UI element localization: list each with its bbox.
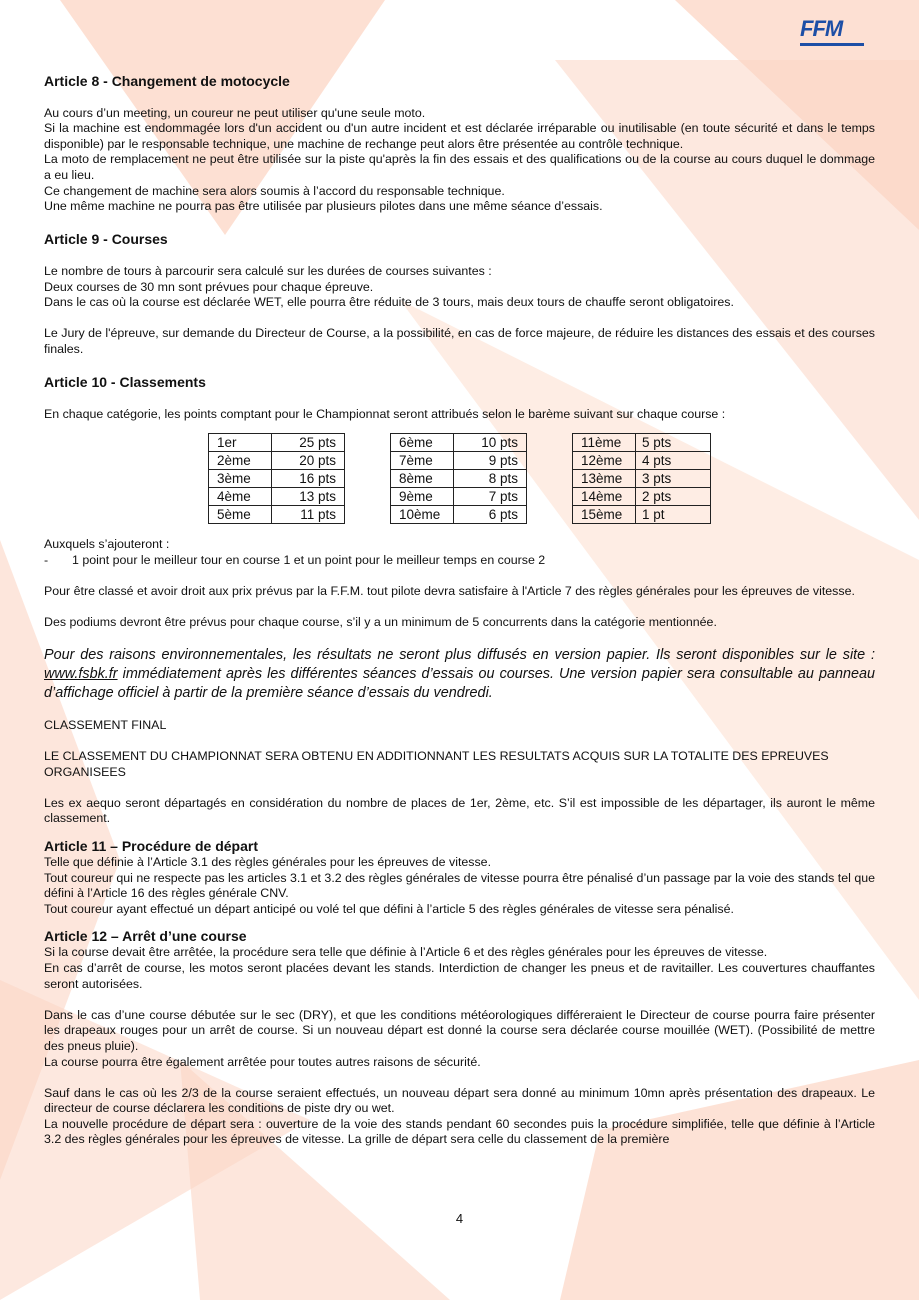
article11-line: Telle que définie à l’Article 3.1 des règles générales pour les épreuves de vitesse. [44,854,492,869]
article12-text [44,945,875,992]
article9-line: Le nombre de tours à parcourir sera calculé sur les durées de courses suivantes : [44,263,492,278]
article12-dry: Dans le cas d’une course débutée sur le sec (DRY), et que les conditions météorologiques différeraient le Directeur de course pourra faire présenter les drapeaux rouges pour un arrêt de course. Si un nouveau départ est donné la course sera déclarée course mouillée (WET). (Possibilité de mettre des pneus pluie). [44,1007,875,1053]
extra-item [44,553,875,569]
table-row: 1er 25 pts [209,434,345,452]
results-notice [44,646,875,702]
results-notice-a: Pour des raisons environnementales, les résultats ne seront plus diffusés en version papier. Ils seront disponibles sur le site : [44,647,875,664]
table-row: 15ème 1 pt [573,506,711,524]
page-number: 4 [455,1211,464,1226]
article12-title: Article 12 – Arrêt d’une course [44,928,247,945]
table-row: 13ème 3 pts [573,470,711,488]
article12-twothirds: Sauf dans le cas où les 2/3 de la course seraient effectués, un nouveau départ sera donné au minimum 10mn après présentation des drapeaux. Le directeur de course déclarera les conditions de piste dry ou wet. [44,1085,875,1116]
article8-text [44,106,875,215]
article11-line: Tout coureur ayant effectué un départ anticipé ou volé tel que défini à l’article 5 des règles générales de vitesse sera pénalisé. [44,901,734,916]
article12-line: Si la course devait être arrêtée, la procédure sera telle que définie à l’Article 6 et des règles générales pour les épreuves de vitesse. [44,945,768,960]
article9-line: Deux courses de 30 mn sont prévues pour chaque épreuve. [44,279,374,294]
table-row: 5ème 11 pts [209,506,345,524]
extra-item-text: 1 point pour le meilleur tour en course 1 et un point pour le meilleur temps en course 2 [72,552,546,567]
final-caps: LE CLASSEMENT DU CHAMPIONNAT SERA OBTENU EN ADDITIONNANT LES RESULTATS ACQUIS SUR LA TOTALITE DES EPREUVES ORGANISEES [44,749,829,779]
points-table-1 [208,433,345,524]
table-row: 12ème 4 pts [573,452,711,470]
dash-bullet: - [44,552,49,567]
final-title: CLASSEMENT FINAL [44,717,167,732]
article9-line: Dans le cas où la course est déclarée WET, elle pourra être réduite de 3 tours, mais deux tours de chauffe seront obligatoires. [44,295,734,310]
logo-text: FFM [800,16,843,41]
article12-security: La course pourra être également arrêtée pour toutes autres raisons de sécurité. [44,1054,481,1069]
table-row: 4ème 13 pts [209,488,345,506]
fsbk-link[interactable]: www.fsbk.fr [44,666,118,683]
table-row: 10ème 6 pts [391,506,527,524]
article8-title: Article 8 - Changement de motocycle [44,73,290,89]
points-table-2 [390,433,527,524]
article9-jury: Le Jury de l'épreuve, sur demande du Directeur de Course, a la possibilité, en cas de force majeure, de réduire les distances des essais et des courses finales. [44,326,875,356]
logo-underline [800,43,864,46]
article8-line: Au cours d’un meeting, un coureur ne peut utiliser qu'une seule moto. [44,105,426,120]
table-row: 2ème 20 pts [209,452,345,470]
extra-intro: Auxquels s’ajouteront : [44,537,170,552]
table-row: 14ème 2 pts [573,488,711,506]
points-table-3 [572,433,711,524]
article11-line: Tout coureur qui ne respecte pas les articles 3.1 et 3.2 des règles générales de vitesse pourra être pénalisé d’un passage par la voie des stands tel que défini à l’Article 16 des règles générale CNV. [44,870,875,901]
article12-line: En cas d’arrêt de course, les motos seront placées devant les stands. Interdiction de changer les pneus et de ravitailler. Les couvertures chauffantes seront autorisées. [44,960,875,991]
table-row: 3ème 16 pts [209,470,345,488]
article8-line: Une même machine ne pourra pas être utilisée par plusieurs pilotes dans une même séance d’essais. [44,199,603,214]
article10-intro: En chaque catégorie, les points comptant pour le Championnat seront attribués selon le barème suivant sur chaque course : [44,406,726,421]
table-row: 7ème 9 pts [391,452,527,470]
article10-p2: Des podiums devront être prévus pour chaque course, s’il y a un minimum de 5 concurrents dans la catégorie mentionnée. [44,615,717,630]
table-row: 11ème 5 pts [573,434,711,452]
article11-title: Article 11 – Procédure de départ [44,837,258,854]
article12-newproc: La nouvelle procédure de départ sera : ouverture de la voie des stands pendant 60 secondes puis la procédure simplifiée, telle que définie à l’Article 3.2 des règles générales pour les épreuves de vitesse. La grille de départ sera celle du classement de la première [44,1116,875,1147]
article11-text [44,855,875,917]
table-row: 9ème 7 pts [391,488,527,506]
ffm-logo [800,16,864,46]
document-body [44,0,875,1148]
article10-title: Article 10 - Classements [44,374,206,391]
table-row: 6ème 10 pts [391,434,527,452]
article8-line: La moto de remplacement ne peut être utilisée sur la piste qu'après la fin des essais et des qualifications ou de la course au cours duquel le dommage a eu lieu. [44,152,875,182]
exaequo: Les ex aequo seront départagés en considération du nombre de places de 1er, 2ème, etc. S’il est impossible de les départager, ils auront le même classement. [44,795,875,826]
table-row: 8ème 8 pts [391,470,527,488]
results-notice-b: immédiatement après les différentes séances d’essais ou courses. Une version papier sera consultable au panneau d’affichage officiel à partir de la première séance d’essais du vendredi. [44,666,875,701]
points-tables [44,433,875,524]
article9-title: Article 9 - Courses [44,231,168,248]
article10-p1: Pour être classé et avoir droit aux prix prévus par la F.F.M. tout pilote devra satisfaire à l'Article 7 des règles générales pour les épreuves de vitesse. [44,584,855,599]
article8-line: Ce changement de machine sera alors soumis à l’accord du responsable technique. [44,183,505,198]
article8-line: Si la machine est endommagée lors d'un accident ou d'un autre incident et est déclarée irréparable ou inutilisable (en toute sécurité et dans le temps disponible) par le responsable technique, une machine de rechange peut alors être présentée au contrôle technique. [44,121,875,151]
